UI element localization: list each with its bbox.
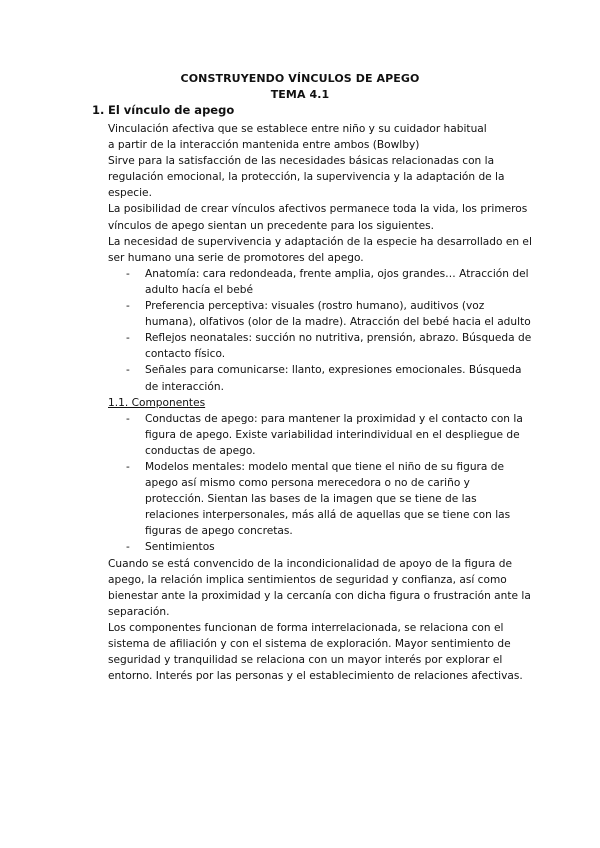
list-item: - Reflejos neonatales: succión no nutritiva, prensión, abrazo. Búsqueda de contacto físico. (108, 330, 532, 362)
promoters-list (108, 266, 532, 395)
list-item: - Preferencia perceptiva: visuales (rostro humano), auditivos (voz humana), olfativos (olor de la madre). Atracción del bebé hacia el adulto (108, 298, 532, 330)
section-body (108, 121, 532, 684)
paragraph: La necesidad de supervivencia y adaptación de la especie ha desarrollado en el ser humano una serie de promotores del apego. (108, 235, 532, 264)
list-item: - Modelos mentales: modelo mental que tiene el niño de su figura de apego así mismo como persona merecedora o no de cariño y protección. Sientan las bases de la imagen que se tiene de las relaciones interpersonales, más allá de aquellas que se tiene con las figuras de apego concretas. (108, 459, 532, 539)
document-title: CONSTRUYENDO VÍNCULOS DE APEGO (180, 72, 420, 85)
components-list (108, 411, 532, 556)
subsection-heading: 1.1. Componentes (108, 396, 206, 409)
list-item: - Señales para comunicarse: llanto, expresiones emocionales. Búsqueda de interacción. (108, 362, 532, 394)
section-heading (92, 103, 234, 117)
list-item: - Sentimientos (108, 539, 532, 555)
intro-line: a partir de la interacción mantenida entre ambos (Bowlby) (108, 139, 420, 152)
paragraph: Cuando se está convencido de la incondicionalidad de apoyo de la figura de apego, la relación implica sentimientos de seguridad y confianza, así como bienestar ante la proximidad y la cercanía con dicha figura o frustración ante la separación. (108, 557, 531, 618)
paragraph: La posibilidad de crear vínculos afectivos permanece toda la vida, los primeros vínculos de apego sientan un precedente para los siguientes. (108, 203, 528, 232)
list-item: - Anatomía: cara redondeada, frente amplia, ojos grandes… Atracción del adulto hacía el bebé (108, 266, 532, 298)
section-title: El vínculo de apego (108, 103, 235, 117)
list-item: - Conductas de apego: para mantener la proximidad y el contacto con la figura de apego. Existe variabilidad interindividual en el despliegue de conductas de apego. (108, 411, 532, 459)
intro-line: Vinculación afectiva que se establece entre niño y su cuidador habitual (108, 123, 487, 135)
paragraph: Sirve para la satisfacción de las necesidades básicas relacionadas con la regulación emocional, la protección, la supervivencia y la adaptación de la especie. (108, 155, 505, 200)
document-subtitle: TEMA 4.1 (270, 88, 330, 101)
section-number: 1. (92, 103, 105, 117)
paragraph: Los componentes funcionan de forma interrelacionada, se relaciona con el sistema de afiliación y con el sistema de exploración. Mayor sentimiento de seguridad y tranquilidad se relaciona con un mayor interés por explorar el entorno. Interés por las personas y el establecimiento de relaciones afectivas. (108, 621, 523, 683)
